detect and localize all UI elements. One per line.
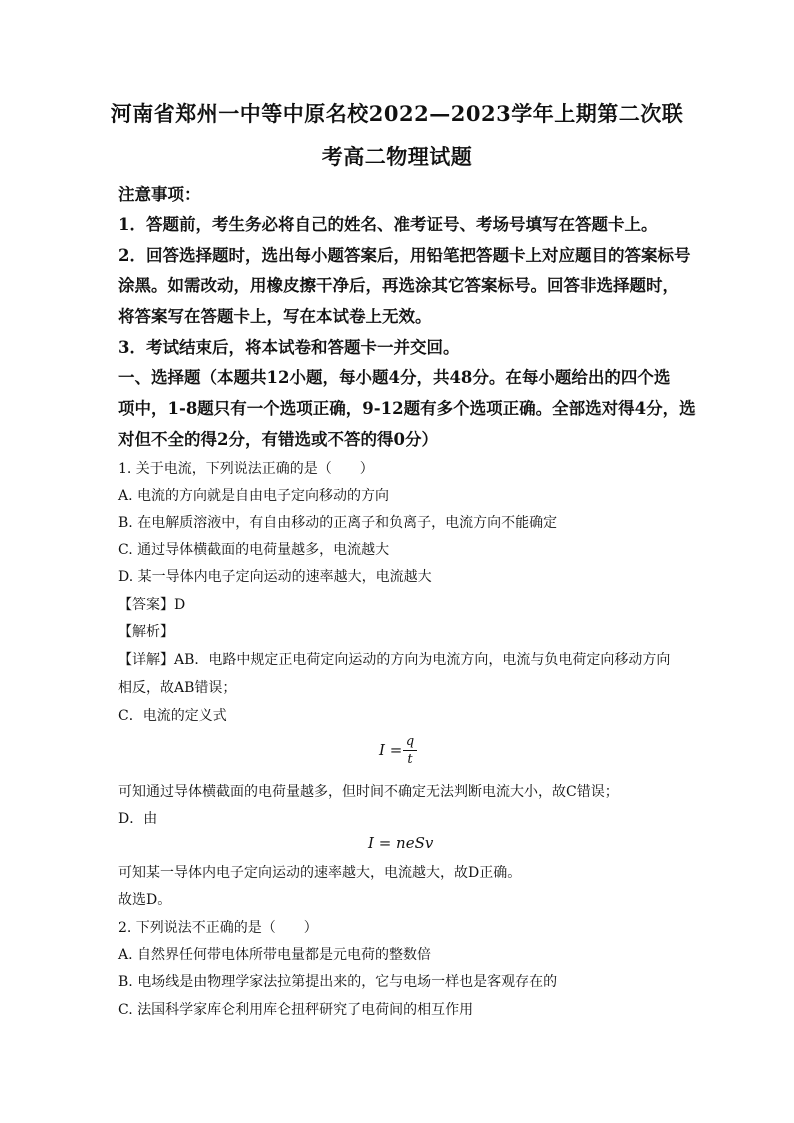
section-heading-1: 一、选择题（本题共12小题，每小题4分，共48分。在每小题给出的四个选: [118, 368, 671, 387]
notes-heading: 注意事项：: [118, 185, 201, 204]
q2-option-b: B. 电场线是由物理学家法拉第提出来的，它与电场一样也是客观存在的: [118, 974, 558, 990]
formula-nesv: I = neSv: [368, 834, 434, 852]
q1-detail-1: 【详解】AB．电路中规定正电荷定向运动的方向为电流方向，电流与负电荷定向移动方向: [118, 652, 671, 668]
q1-option-a: A. 电流的方向就是自由电子定向移动的方向: [118, 488, 390, 504]
notes-item-1: 1．答题前，考生务必将自己的姓名、准考证号、考场号填写在答题卡上。: [118, 215, 658, 234]
q1-detail-6: 可知某一导体内电子定向运动的速率越大，电流越大，故D正确。: [118, 865, 522, 881]
q2-option-a: A. 自然界任何带电体所带电量都是元电荷的整数倍: [118, 947, 432, 963]
notes-item-3: 3．考试结束后，将本试卷和答题卡一并交回。: [118, 338, 460, 357]
notes-item-2: 2．回答选择题时，选出每小题答案后，用铅笔把答题卡上对应题目的答案标号: [118, 246, 691, 265]
formula-current-fraction: [403, 734, 417, 767]
q1-option-d: D. 某一导体内电子定向运动的速率越大，电流越大: [118, 569, 432, 585]
formula-denominator: t: [407, 752, 413, 767]
q1-option-b: B. 在电解质溶液中，有自由移动的正离子和负离子，电流方向不能确定: [118, 515, 558, 531]
q1-option-c: C. 通过导体横截面的电荷量越多，电流越大: [118, 542, 390, 558]
q1-answer: 【答案】D: [118, 597, 186, 613]
q1-stem: 1. 关于电流，下列说法正确的是（ ）: [118, 461, 374, 477]
q1-analysis: 【解析】: [118, 624, 174, 640]
section-heading-2: 项中，1-8题只有一个选项正确，9-12题有多个选项正确。全部选对得4分，选: [118, 399, 696, 418]
q1-detail-5: D．由: [118, 811, 158, 827]
title-line-2: 考高二物理试题: [321, 144, 473, 169]
q1-detail-7: 故选D。: [118, 892, 172, 908]
q2-option-c: C. 法国科学家库仑利用库仑扭秤研究了电荷间的相互作用: [118, 1002, 474, 1018]
q1-detail-4: 可知通过导体横截面的电荷量越多，但时间不确定无法判断电流大小，故C错误；: [118, 784, 619, 800]
q2-stem: 2. 下列说法不正确的是（ ）: [118, 920, 318, 936]
formula-numerator: q: [405, 734, 415, 749]
notes-item-2-cont2: 将答案写在答题卡上，写在本试卷上无效。: [118, 307, 432, 326]
fraction-bar: [403, 750, 417, 751]
section-heading-3: 对但不全的得2分，有错选或不答的得0分）: [118, 430, 438, 449]
q1-detail-3: C．电流的定义式: [118, 708, 227, 724]
formula-current-lhs: I =: [379, 741, 403, 759]
notes-item-2-cont: 涂黑。如需改动，用橡皮擦干净后，再选涂其它答案标号。回答非选择题时，: [118, 276, 679, 295]
q1-detail-2: 相反，故AB错误；: [118, 680, 237, 696]
title-line-1: 河南省郑州一中等中原名校2022—2023学年上期第二次联: [110, 101, 684, 126]
